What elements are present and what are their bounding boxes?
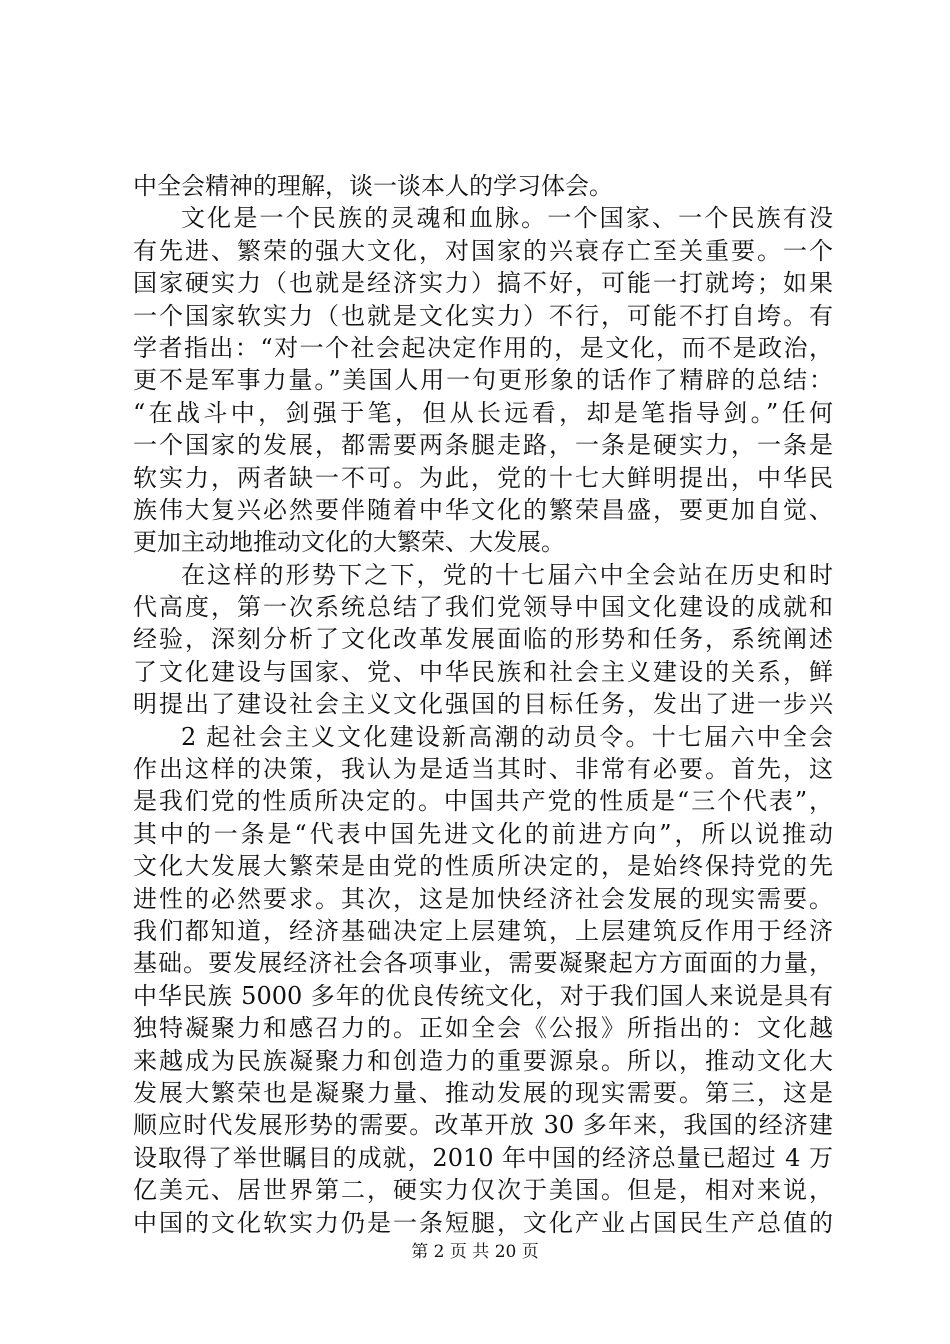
text-line: 顺应时代发展形势的需要。改革开放 30 多年来，我国的经济建 (133, 1111, 833, 1140)
text-line: 中国的文化软实力仍是一条短腿，文化产业占国民生产总值的 (133, 1208, 833, 1237)
text-line: 来越成为民族凝聚力和创造力的重要源泉。所以，推动文化大 (133, 1046, 833, 1075)
text-line: 中华民族 5000 多年的优良传统文化，对于我们国人来说是具有 (133, 981, 833, 1010)
text-line: 作出这样的决策，我认为是适当其时、非常有必要。首先，这 (133, 755, 833, 784)
text-line: 更不是军事力量。”美国人用一句更形象的话作了精辟的总结： (133, 366, 833, 395)
text-line: 2 起社会主义文化建设新高潮的动员令。十七届六中全会 (181, 722, 833, 751)
text-line: 代高度，第一次系统总结了我们党领导中国文化建设的成就和 (133, 593, 833, 622)
text-line: 是我们党的性质所决定的。中国共产党的性质是“三个代表”， (133, 787, 833, 816)
text-line: 其中的一条是“代表中国先进文化的前进方向”，所以说推动 (133, 819, 833, 848)
text-line: 明提出了建设社会主义文化强国的目标任务，发出了进一步兴 (133, 690, 833, 719)
text-line: 基础。要发展经济社会各项事业，需要凝聚起方方面面的力量， (133, 949, 833, 978)
text-line: “在战斗中，剑强于笔，但从长远看，却是笔指导剑。”任何 (133, 398, 833, 427)
text-line: 更加主动地推动文化的大繁荣、大发展。 (133, 528, 565, 557)
text-line: 有先进、繁荣的强大文化，对国家的兴衰存亡至关重要。一个 (133, 236, 833, 265)
text-line: 族伟大复兴必然要伴随着中华文化的繁荣昌盛，要更加自觉、 (133, 495, 833, 524)
text-line: 文化是一个民族的灵魂和血脉。一个国家、一个民族有没 (181, 204, 833, 233)
text-line: 学者指出：“对一个社会起决定作用的，是文化，而不是政治， (133, 333, 833, 362)
text-line: 我们都知道，经济基础决定上层建筑，上层建筑反作用于经济 (133, 916, 833, 945)
text-line: 设取得了举世瞩目的成就，2010 年中国的经济总量已超过 4 万 (133, 1143, 833, 1172)
text-line: 在这样的形势下之下，党的十七届六中全会站在历史和时 (181, 560, 833, 589)
body-text (133, 170, 833, 1239)
text-line: 文化大发展大繁荣是由党的性质所决定的，是始终保持党的先 (133, 852, 833, 881)
text-line: 一个国家软实力（也就是文化实力）不行，可能不打自垮。有 (133, 301, 833, 330)
text-line: 发展大繁荣也是凝聚力量、推动发展的现实需要。第三，这是 (133, 1078, 833, 1107)
text-line: 中全会精神的理解，谈一谈本人的学习体会。 (133, 172, 613, 200)
text-line: 进性的必然要求。其次，这是加快经济社会发展的现实需要。 (133, 884, 833, 913)
text-line: 独特凝聚力和感召力的。正如全会《公报》所指出的：文化越 (133, 1014, 833, 1043)
text-line: 经验，深刻分析了文化改革发展面临的形势和任务，系统阐述 (133, 625, 833, 654)
text-line: 亿美元、居世界第二，硬实力仅次于美国。但是，相对来说， (133, 1176, 833, 1205)
text-line: 国家硬实力（也就是经济实力）搞不好，可能一打就垮；如果 (133, 269, 833, 298)
page-footer: 第 2 页 共 20 页 (411, 1242, 539, 1262)
text-line: 了文化建设与国家、党、中华民族和社会主义建设的关系，鲜 (133, 657, 833, 686)
text-line: 软实力，两者缺一不可。为此，党的十七大鲜明提出，中华民 (133, 463, 833, 492)
text-line: 一个国家的发展，都需要两条腿走路，一条是硬实力，一条是 (133, 431, 833, 460)
